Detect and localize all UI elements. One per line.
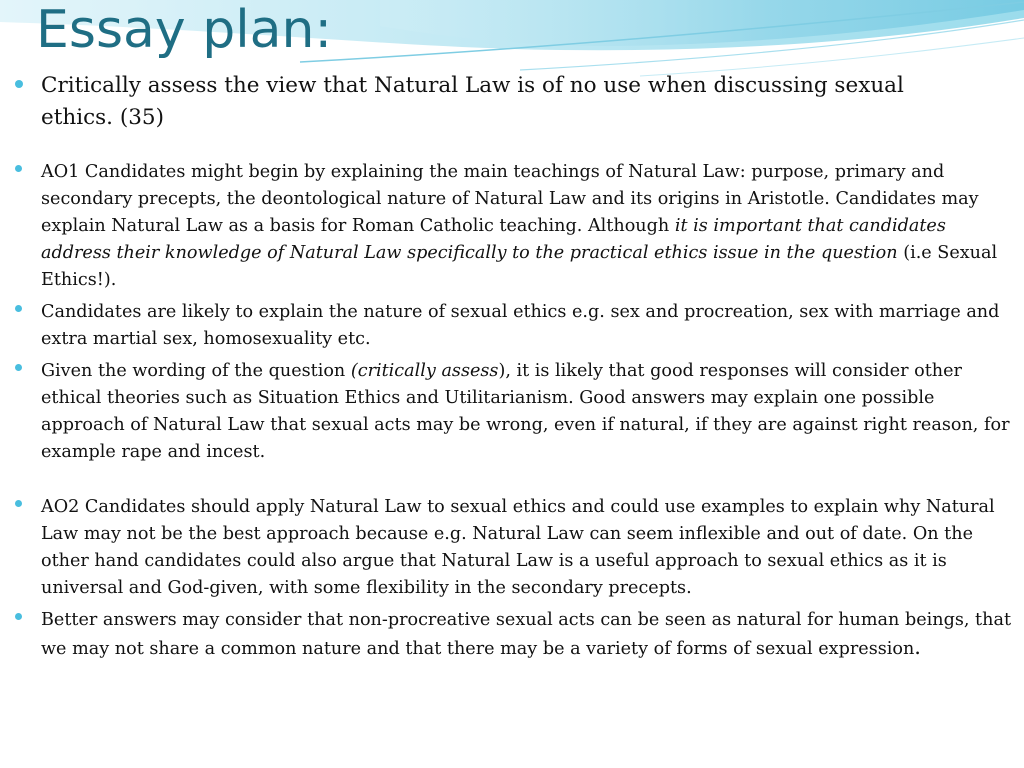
- bullet-dot-icon: [15, 305, 22, 312]
- list-item: [12, 70, 952, 134]
- essay-question: Critically assess the view that Natural Law is of no use when discussing sexual ethics. (35): [41, 73, 904, 130]
- bullet-tail-text: (i.e Sexual Ethics!).: [41, 243, 998, 290]
- bullet-tail-text: .: [914, 635, 921, 659]
- list-item: [12, 299, 1012, 353]
- bullet-text: Better answers may consider that non-procreative sexual acts can be seen as natural for human beings, that we may not share a common nature and that there may be a variety of forms of sexual expression: [41, 610, 1012, 659]
- bullet-dot-icon: [15, 364, 22, 371]
- bullet-dot-icon: [15, 500, 22, 507]
- bullet-text: AO2 Candidates should apply Natural Law to sexual ethics and could use examples to explain why Natural Law may not be the best approach because e.g. Natural Law can seem inflexible and out of date. On the other hand candidates could also argue that Natural Law is a useful approach to sexual ethics as it is universal and God-given, with some flexibility in the secondary precepts.: [41, 497, 995, 598]
- list-item: [12, 494, 1012, 602]
- list-item: [12, 358, 1012, 466]
- bullet-text: Candidates are likely to explain the nature of sexual ethics e.g. sex and procreation, sex with marriage and extra martial sex, homosexuality etc.: [41, 302, 1000, 349]
- bullet-italic-text: it is important that candidates address their knowledge of Natural Law specifically to the practical ethics issue in the question: [41, 216, 946, 263]
- bullet-text: AO1 Candidates might begin by explaining the main teachings of Natural Law: purpose, primary and secondary precepts, the deontological nature of Natural Law and its origins in Aristotle. Candidates may explain Natural Law as a basis for Roman Catholic teaching. Although: [41, 162, 979, 236]
- bullet-dot-icon: [15, 80, 23, 88]
- bullet-dot-icon: [15, 165, 22, 172]
- bullet-dot-icon: [15, 613, 22, 620]
- bullet-tail-text: ), it is likely that good responses will consider other ethical theories such as Situation Ethics and Utilitarianism. Good answers may explain one possible approach of Natural Law that sexual acts may be wrong, even if natural, if they are against right reason, for example rape and incest.: [41, 361, 1010, 462]
- slide-title: Essay plan:: [36, 0, 333, 60]
- list-item: [12, 159, 1012, 294]
- bullet-list: [12, 70, 1012, 663]
- bullet-text: Given the wording of the question: [41, 361, 351, 381]
- bullet-italic-text: (critically assess: [350, 361, 499, 381]
- list-item: [12, 607, 1012, 663]
